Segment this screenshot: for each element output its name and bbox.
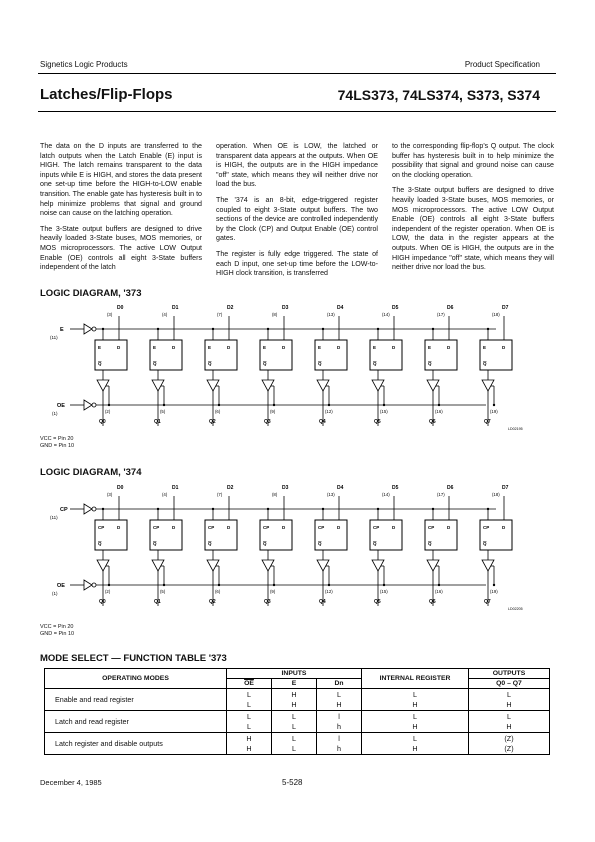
output-buffer-icon xyxy=(317,560,329,571)
output-pin: (16) xyxy=(435,409,443,414)
box-d-label: D xyxy=(447,345,451,350)
ctrl-pin-label: (11) xyxy=(50,335,58,340)
junction-dot-icon xyxy=(108,584,110,586)
junction-dot-icon xyxy=(218,404,220,406)
box-q-label: Q xyxy=(208,361,212,366)
cell-q: L H xyxy=(469,689,550,711)
junction-dot-icon xyxy=(267,328,269,330)
output-buffer-icon xyxy=(482,380,494,391)
output-label: Q1 xyxy=(154,599,161,605)
data-input-pin: (14) xyxy=(382,312,390,317)
output-label: Q3 xyxy=(264,419,271,425)
output-pin: (2) xyxy=(105,409,111,414)
junction-dot-icon xyxy=(273,584,275,586)
output-pin: (6) xyxy=(215,409,221,414)
output-pin: (12) xyxy=(325,589,333,594)
junction-dot-icon xyxy=(157,328,159,330)
col-oe: $\overline{OE}$ xyxy=(227,679,272,689)
ctrl-input-label: CP xyxy=(60,507,68,513)
paragraph: The '374 is an 8-bit, edge-triggered register coupled to eight 3-State output buffers. The two sections of the device are controlled independently by the Clock (CP) and Output Enable (OE) control gates. xyxy=(216,195,378,243)
output-pin: (5) xyxy=(160,409,166,414)
output-buffer-icon xyxy=(427,380,439,391)
data-input-pin: (4) xyxy=(162,492,168,497)
box-q-label: Q xyxy=(263,361,267,366)
box-q-label: Q xyxy=(153,361,157,366)
box-ctrl-label: CP xyxy=(263,525,270,530)
ctrl-input-label: E xyxy=(60,327,64,333)
table-row xyxy=(45,711,550,733)
paragraph: The register is fully edge triggered. The state of each D input, one set-up time before the LOW-to-HIGH clock transition, is transferred xyxy=(216,249,378,278)
cell-oe: H H xyxy=(227,733,272,755)
box-ctrl-label: E xyxy=(208,345,212,350)
cell-mode: Latch and read register xyxy=(45,711,227,733)
box-q-label: Q xyxy=(428,361,432,366)
output-pin: (9) xyxy=(270,589,276,594)
box-d-label: D xyxy=(117,525,121,530)
output-pin: (15) xyxy=(380,589,388,594)
box-d-label: D xyxy=(227,345,231,350)
text-column-2 xyxy=(216,142,378,285)
cell-dn: l h xyxy=(317,733,362,755)
table-row xyxy=(45,689,550,711)
data-input-pin: (7) xyxy=(217,492,223,497)
box-d-label: D xyxy=(282,525,286,530)
box-ctrl-label: E xyxy=(428,345,432,350)
data-input-label: D1 xyxy=(172,305,179,311)
cell-oe: L L xyxy=(227,711,272,733)
output-label: Q4 xyxy=(319,419,326,425)
data-input-pin: (18) xyxy=(492,492,500,497)
box-d-label: D xyxy=(392,525,396,530)
cell-oe: L L xyxy=(227,689,272,711)
data-input-label: D5 xyxy=(392,305,399,311)
inversion-bubble-icon xyxy=(92,583,96,587)
output-buffer-icon xyxy=(207,560,219,571)
output-pin: (9) xyxy=(270,409,276,414)
output-pin: (15) xyxy=(380,409,388,414)
junction-dot-icon xyxy=(493,584,495,586)
box-q-label: Q xyxy=(428,541,432,546)
junction-dot-icon xyxy=(212,508,214,510)
output-label: Q0 xyxy=(99,419,106,425)
output-label: Q4 xyxy=(319,599,326,605)
box-ctrl-label: E xyxy=(373,345,377,350)
box-d-label: D xyxy=(117,345,121,350)
col-outputs: OUTPUTS xyxy=(469,669,550,679)
data-input-label: D2 xyxy=(227,305,234,311)
paragraph: The 3-State output buffers are designed to drive heavily loaded 3-State buses, MOS memories, or MOS microprocessors. The active LOW Output Enable (OE) controls all eight 3-State buffers independent of the register operation. When OE is LOW, the data in the register appears at the outputs. When OE is HIGH, the outputs are in the HIGH impedance "off" state, which means they will neither drive nor load the bus. xyxy=(392,186,554,272)
output-label: Q2 xyxy=(209,419,216,425)
box-ctrl-label: E xyxy=(263,345,267,350)
data-input-label: D0 xyxy=(117,485,124,491)
junction-dot-icon xyxy=(108,404,110,406)
cell-mode: Enable and read register xyxy=(45,689,227,711)
data-input-label: D0 xyxy=(117,305,124,311)
page-title: Latches/Flip-Flops xyxy=(40,86,173,103)
cell-e: H H xyxy=(272,689,317,711)
function-table xyxy=(44,668,550,755)
junction-dot-icon xyxy=(328,584,330,586)
junction-dot-icon xyxy=(273,404,275,406)
output-buffer-icon xyxy=(207,380,219,391)
header-right: Product Specification xyxy=(464,60,540,69)
output-buffer-icon xyxy=(97,560,109,571)
cell-dn: l h xyxy=(317,711,362,733)
junction-dot-icon xyxy=(102,328,104,330)
box-q-label: Q xyxy=(318,541,322,546)
col-internal-register: INTERNAL REGISTER xyxy=(362,669,469,689)
output-label: Q2 xyxy=(209,599,216,605)
data-input-pin: (18) xyxy=(492,312,500,317)
junction-dot-icon xyxy=(432,508,434,510)
data-input-label: D5 xyxy=(392,485,399,491)
box-q-label: Q xyxy=(318,361,322,366)
output-pin: (5) xyxy=(160,589,166,594)
data-input-label: D2 xyxy=(227,485,234,491)
cell-q: L H xyxy=(469,711,550,733)
data-input-pin: (17) xyxy=(437,312,445,317)
header-left: Signetics Logic Products xyxy=(40,60,128,69)
oe-input-label: OE xyxy=(57,403,65,409)
buffer-triangle-icon xyxy=(84,580,92,590)
box-q-label: Q xyxy=(373,541,377,546)
output-label: Q1 xyxy=(154,419,161,425)
col-operating-modes: OPERATING MODES xyxy=(45,669,227,689)
junction-dot-icon xyxy=(218,584,220,586)
box-ctrl-label: CP xyxy=(373,525,380,530)
box-d-label: D xyxy=(447,525,451,530)
output-label: Q6 xyxy=(429,599,436,605)
output-buffer-icon xyxy=(317,380,329,391)
logic-diagram-374 xyxy=(40,482,555,624)
box-d-label: D xyxy=(172,525,176,530)
box-q-label: Q xyxy=(483,541,487,546)
box-d-label: D xyxy=(172,345,176,350)
output-buffer-icon xyxy=(427,560,439,571)
output-label: Q6 xyxy=(429,419,436,425)
junction-dot-icon xyxy=(102,508,104,510)
table-row xyxy=(45,733,550,755)
junction-dot-icon xyxy=(487,328,489,330)
paragraph: The data on the D inputs are transferred to the latch outputs when the Latch Enable (E) input is HIGH. The latch remains transparent to the data inputs while E is HIGH, and stores the data present one set-up time before the HIGH-to-LOW enable transition. The enable gate has hysteresis built in to help minimize problems that signal and ground noise can cause on the latching operation. xyxy=(40,142,202,218)
output-pin: (16) xyxy=(435,589,443,594)
data-input-label: D7 xyxy=(502,485,509,491)
junction-dot-icon xyxy=(377,508,379,510)
box-ctrl-label: CP xyxy=(428,525,435,530)
box-d-label: D xyxy=(502,525,506,530)
box-d-label: D xyxy=(282,345,286,350)
junction-dot-icon xyxy=(493,404,495,406)
gnd-note: GND = Pin 10 xyxy=(40,442,75,449)
data-input-pin: (7) xyxy=(217,312,223,317)
text-column-1 xyxy=(40,142,202,279)
junction-dot-icon xyxy=(383,584,385,586)
footer-date: December 4, 1985 xyxy=(40,778,102,787)
header-rule xyxy=(38,73,556,74)
box-q-label: Q xyxy=(98,361,102,366)
box-ctrl-label: CP xyxy=(208,525,215,530)
box-ctrl-label: E xyxy=(483,345,487,350)
cell-reg: L H xyxy=(362,733,469,755)
box-ctrl-label: E xyxy=(318,345,322,350)
junction-dot-icon xyxy=(438,404,440,406)
data-input-pin: (3) xyxy=(107,492,113,497)
output-buffer-icon xyxy=(152,560,164,571)
junction-dot-icon xyxy=(328,404,330,406)
output-buffer-icon xyxy=(482,560,494,571)
cell-e: L L xyxy=(272,733,317,755)
cell-q: (Z) (Z) xyxy=(469,733,550,755)
col-dn: Dn xyxy=(317,679,362,689)
logic-diagram-373 xyxy=(40,302,555,444)
inversion-bubble-icon xyxy=(92,327,96,331)
output-buffer-icon xyxy=(372,560,384,571)
output-pin: (19) xyxy=(490,589,498,594)
diagram-code: LD02205 xyxy=(508,607,523,611)
output-pin: (6) xyxy=(215,589,221,594)
title-rule xyxy=(38,111,556,112)
junction-dot-icon xyxy=(487,508,489,510)
data-input-pin: (3) xyxy=(107,312,113,317)
paragraph: The 3-State output buffers are designed to drive heavily loaded 3-State buses, MOS memories, or MOS microprocessors. The active LOW Output Enable (OE) controls all eight 3-State buffers independent of the latch xyxy=(40,224,202,272)
junction-dot-icon xyxy=(432,328,434,330)
oe-pin-label: (1) xyxy=(52,591,58,596)
cell-e: L L xyxy=(272,711,317,733)
buffer-triangle-icon xyxy=(84,400,92,410)
paragraph: operation. When OE is LOW, the latched or transparent data appears at the outputs. When OE is HIGH, the outputs are in the HIGH impedance "off" state, which means they will neither drive nor load the bus. xyxy=(216,142,378,189)
page-number: 5-528 xyxy=(282,778,303,787)
oe-pin-label: (1) xyxy=(52,411,58,416)
output-label: Q0 xyxy=(99,599,106,605)
junction-dot-icon xyxy=(322,328,324,330)
paragraph: to the corresponding flip-flop's Q output. The clock buffer has hysteresis built in to help minimize the possibility that signal and ground noise can cause on the clocking operation. xyxy=(392,142,554,179)
data-input-pin: (13) xyxy=(327,492,335,497)
box-d-label: D xyxy=(337,345,341,350)
junction-dot-icon xyxy=(212,328,214,330)
output-label: Q7 xyxy=(484,599,491,605)
box-ctrl-label: E xyxy=(153,345,157,350)
data-input-pin: (13) xyxy=(327,312,335,317)
cell-mode: Latch register and disable outputs xyxy=(45,733,227,755)
junction-dot-icon xyxy=(377,328,379,330)
cell-reg: L H xyxy=(362,711,469,733)
vcc-note: VCC = Pin 20 xyxy=(40,436,74,442)
data-input-pin: (14) xyxy=(382,492,390,497)
cell-reg: L H xyxy=(362,689,469,711)
box-d-label: D xyxy=(502,345,506,350)
ctrl-pin-label: (11) xyxy=(50,515,58,520)
text-column-3 xyxy=(392,142,554,279)
output-pin: (2) xyxy=(105,589,111,594)
power-pins-374 xyxy=(40,624,74,637)
logic-diagram-373-title: LOGIC DIAGRAM, '373 xyxy=(40,288,142,299)
inversion-bubble-icon xyxy=(92,507,96,511)
part-numbers: 74LS373, 74LS374, S373, S374 xyxy=(337,87,540,103)
function-table-title: MODE SELECT — FUNCTION TABLE '373 xyxy=(40,653,227,664)
data-input-pin: (8) xyxy=(272,312,278,317)
box-ctrl-label: CP xyxy=(483,525,490,530)
data-input-label: D3 xyxy=(282,485,289,491)
logic-diagram-374-title: LOGIC DIAGRAM, '374 xyxy=(40,467,142,478)
box-d-label: D xyxy=(337,525,341,530)
box-q-label: Q xyxy=(263,541,267,546)
box-ctrl-label: CP xyxy=(318,525,325,530)
gnd-note: GND = Pin 10 xyxy=(40,630,75,637)
output-label: Q7 xyxy=(484,419,491,425)
box-q-label: Q xyxy=(153,541,157,546)
box-ctrl-label: CP xyxy=(98,525,105,530)
data-input-label: D3 xyxy=(282,305,289,311)
data-input-label: D7 xyxy=(502,305,509,311)
box-q-label: Q xyxy=(98,541,102,546)
junction-dot-icon xyxy=(383,404,385,406)
box-ctrl-label: CP xyxy=(153,525,160,530)
junction-dot-icon xyxy=(157,508,159,510)
col-inputs: INPUTS xyxy=(227,669,362,679)
output-buffer-icon xyxy=(152,380,164,391)
junction-dot-icon xyxy=(438,584,440,586)
box-q-label: Q xyxy=(483,361,487,366)
data-input-label: D4 xyxy=(337,305,344,311)
box-d-label: D xyxy=(227,525,231,530)
data-input-label: D4 xyxy=(337,485,344,491)
junction-dot-icon xyxy=(163,584,165,586)
output-pin: (19) xyxy=(490,409,498,414)
output-label: Q5 xyxy=(374,419,381,425)
data-input-label: D1 xyxy=(172,485,179,491)
data-input-label: D6 xyxy=(447,305,454,311)
box-d-label: D xyxy=(392,345,396,350)
output-buffer-icon xyxy=(262,560,274,571)
junction-dot-icon xyxy=(267,508,269,510)
vcc-note: VCC = Pin 20 xyxy=(40,624,74,630)
data-input-label: D6 xyxy=(447,485,454,491)
output-buffer-icon xyxy=(372,380,384,391)
output-pin: (12) xyxy=(325,409,333,414)
output-buffer-icon xyxy=(97,380,109,391)
diagram-code: LD02195 xyxy=(508,427,523,431)
output-label: Q5 xyxy=(374,599,381,605)
junction-dot-icon xyxy=(163,404,165,406)
output-buffer-icon xyxy=(262,380,274,391)
data-input-pin: (4) xyxy=(162,312,168,317)
box-q-label: Q xyxy=(373,361,377,366)
cell-dn: L H xyxy=(317,689,362,711)
box-ctrl-label: E xyxy=(98,345,102,350)
buffer-triangle-icon xyxy=(84,324,92,334)
data-input-pin: (8) xyxy=(272,492,278,497)
col-e: E xyxy=(272,679,317,689)
col-q: Q0 – Q7 xyxy=(469,679,550,689)
data-input-pin: (17) xyxy=(437,492,445,497)
buffer-triangle-icon xyxy=(84,504,92,514)
oe-input-label: OE xyxy=(57,583,65,589)
output-label: Q3 xyxy=(264,599,271,605)
junction-dot-icon xyxy=(322,508,324,510)
box-q-label: Q xyxy=(208,541,212,546)
power-pins-373 xyxy=(40,436,74,449)
inversion-bubble-icon xyxy=(92,403,96,407)
